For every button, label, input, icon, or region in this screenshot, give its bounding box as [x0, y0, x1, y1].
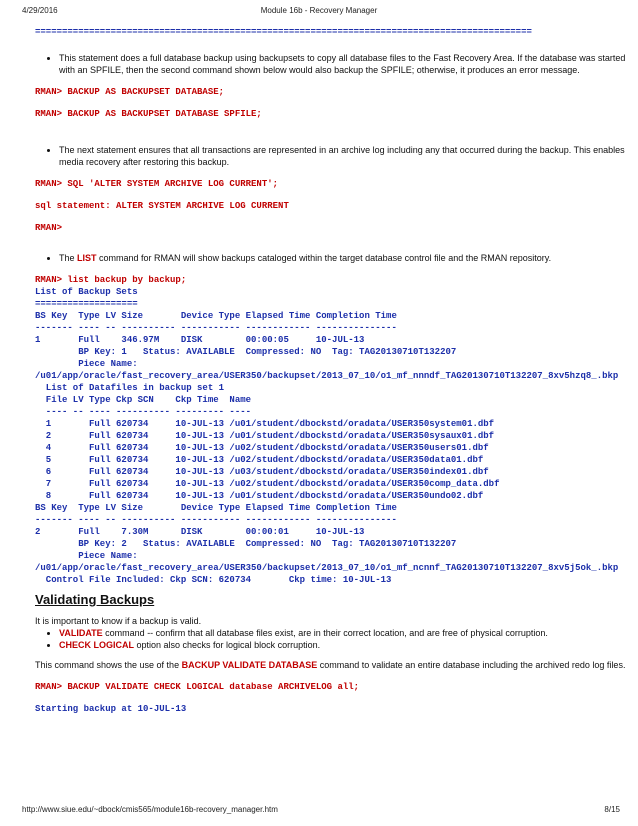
- output-line: 7 Full 620734 10-JUL-13 /u02/student/dbockstd/oradata/USER350comp_data.dbf: [35, 479, 500, 489]
- rman-backup-database-cmd: RMAN> BACKUP AS BACKUPSET DATABASE;: [35, 87, 225, 97]
- list-keyword: LIST: [77, 253, 97, 263]
- sql-statement-output: sql statement: ALTER SYSTEM ARCHIVE LOG CURRENT: [35, 201, 289, 211]
- output-line: BP Key: 2 Status: AVAILABLE Compressed: NO Tag: TAG20130710T132207: [35, 539, 457, 549]
- header-date: 4/29/2016: [22, 6, 58, 15]
- output-line: Piece Name:: [35, 551, 138, 561]
- output-line: 1 Full 346.97M DISK 00:00:05 10-JUL-13: [35, 335, 365, 345]
- output-line: List of Datafiles in backup set 1: [35, 383, 225, 393]
- output-line: Control File Included: Ckp SCN: 620734 Ckp time: 10-JUL-13: [35, 575, 392, 585]
- output-line: 2 Full 620734 10-JUL-13 /u01/student/dbockstd/oradata/USER350sysaux01.dbf: [35, 431, 495, 441]
- output-line: 1 Full 620734 10-JUL-13 /u01/student/dbockstd/oradata/USER350system01.dbf: [35, 419, 495, 429]
- validating-backups-heading: Validating Backups: [35, 592, 155, 607]
- validating-intro: It is important to know if a backup is valid.: [35, 616, 202, 626]
- output-line: 5 Full 620734 10-JUL-13 /u02/student/dbockstd/oradata/USER350data01.dbf: [35, 455, 484, 465]
- output-line: ------- ---- -- ---------- ----------- ------------ ---------------: [35, 323, 397, 333]
- section3-bullet-pre: The: [59, 253, 78, 263]
- output-line: File LV Type Ckp SCN Ckp Time Name: [35, 395, 252, 405]
- header-title: Module 16b - Recovery Manager: [260, 6, 378, 15]
- page-content: [35, 26, 635, 715]
- rman-backup-validate-cmd: RMAN> BACKUP VALIDATE CHECK LOGICAL database ARCHIVELOG all;: [35, 682, 360, 692]
- output-line: Piece Name:: [35, 359, 138, 369]
- section3-bullet-post: command for RMAN will show backups cataloged within the target database control file and the RMAN repository.: [96, 253, 552, 263]
- rman-backup-spfile-cmd: RMAN> BACKUP AS BACKUPSET DATABASE SPFILE;: [35, 109, 262, 119]
- output-line: ===================: [35, 299, 138, 309]
- output-line: 2 Full 7.30M DISK 00:00:01 10-JUL-13: [35, 527, 365, 537]
- section1-bullets: [35, 52, 635, 76]
- output-line: 8 Full 620734 10-JUL-13 /u01/student/dbockstd/oradata/USER350undo02.dbf: [35, 491, 484, 501]
- output-line: /u01/app/oracle/fast_recovery_area/USER350/backupset/2013_07_10/o1_mf_nnndf_TAG20130710T132207_8xv5hzq8_.bkp: [35, 371, 619, 381]
- output-line: 4 Full 620734 10-JUL-13 /u02/student/dbockstd/oradata/USER350users01.dbf: [35, 443, 489, 453]
- validate-para-pre: This command shows the use of the: [35, 660, 182, 670]
- check-logical-item-text: option also checks for logical block corruption.: [134, 640, 321, 650]
- section3-bullet: [59, 252, 635, 264]
- output-line: BS Key Type LV Size Device Type Elapsed Time Completion Time: [35, 503, 397, 513]
- section2-bullets: [35, 144, 635, 168]
- footer-page-number: 8/15: [604, 805, 620, 814]
- output-line: List of Backup Sets: [35, 287, 138, 297]
- output-line: BP Key: 1 Status: AVAILABLE Compressed: NO Tag: TAG20130710T132207: [35, 347, 457, 357]
- section3-bullets: [35, 252, 635, 264]
- check-logical-item: [59, 639, 635, 651]
- output-line: ------- ---- -- ---------- ----------- ------------ ---------------: [35, 515, 397, 525]
- footer-url: http://www.siue.edu/~dbock/cmis565/module16b-recovery_manager.htm: [22, 805, 278, 814]
- validate-item: [59, 627, 635, 639]
- check-logical-keyword: CHECK LOGICAL: [59, 640, 134, 650]
- starting-backup-output: Starting backup at 10-JUL-13: [35, 704, 187, 714]
- backup-validate-keyword: BACKUP VALIDATE DATABASE: [181, 660, 318, 670]
- validate-para-post: command to validate an entire database including the archived redo log files.: [317, 660, 626, 670]
- section1-bullet: • This statement does a full database backup using backupsets to copy all database files to the Fast Recovery Area. If the database was started with an SPFILE, then the second command shown below would also backup the SPFILE; otherwise, it produces an error message.: [59, 52, 635, 76]
- validate-command-paragraph: [35, 659, 635, 671]
- validate-keyword: VALIDATE: [59, 628, 103, 638]
- section2-bullet: • The next statement ensures that all transactions are represented in an archive log including any that occurred during the backup. This enables media recovery after restoring this backup.: [59, 144, 635, 168]
- rman-list-backup-cmd: RMAN> list backup by backup;: [35, 275, 187, 285]
- output-line: ---- -- ---- ---------- --------- ----: [35, 407, 252, 417]
- list-backup-output: [35, 286, 638, 586]
- validate-item-text: command -- confirm that all database files exist, are in their correct location, and are free of physical corruption.: [102, 628, 548, 638]
- rman-archive-log-cmd: RMAN> SQL 'ALTER SYSTEM ARCHIVE LOG CURRENT';: [35, 179, 279, 189]
- rman-prompt: RMAN>: [35, 223, 63, 233]
- output-line: BS Key Type LV Size Device Type Elapsed Time Completion Time: [35, 311, 397, 321]
- separator-line: ============================================================================================: [35, 27, 532, 37]
- output-line: /u01/app/oracle/fast_recovery_area/USER350/backupset/2013_07_10/o1_mf_ncnnf_TAG20130710T132207_8xv5j5ok_.bkp: [35, 563, 619, 573]
- validating-options-list: [35, 627, 635, 651]
- output-line: 6 Full 620734 10-JUL-13 /u03/student/dbockstd/oradata/USER350index01.dbf: [35, 467, 489, 477]
